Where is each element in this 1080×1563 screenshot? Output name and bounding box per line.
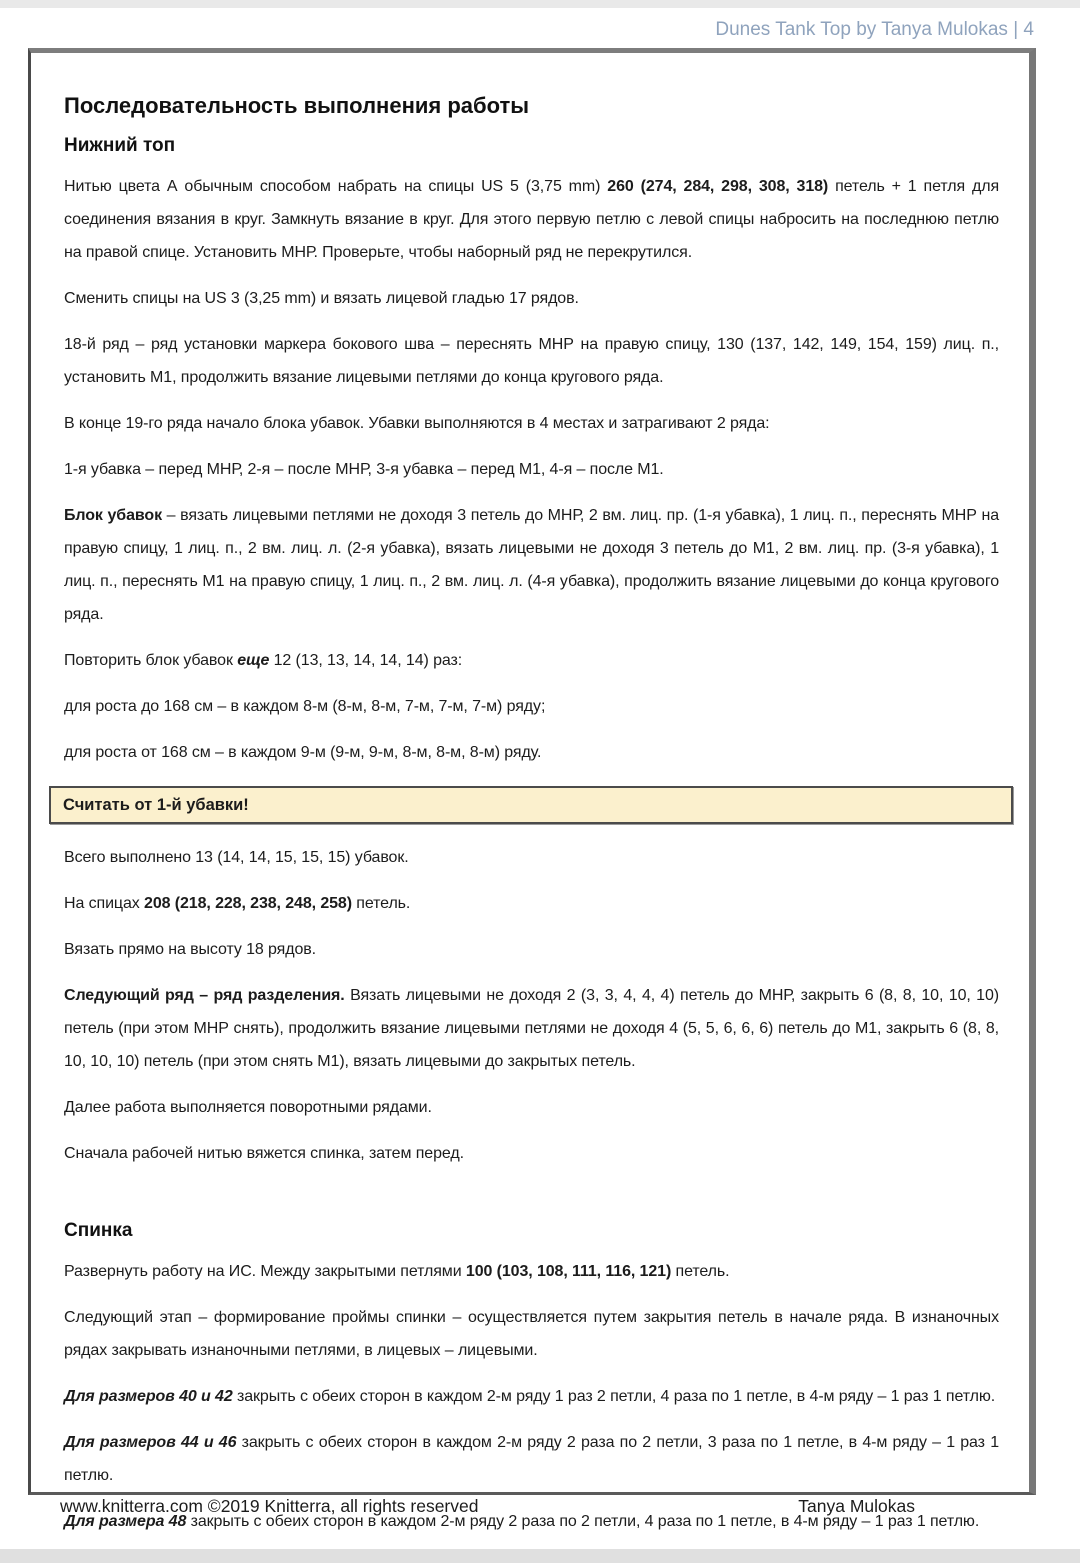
- text-run: еще: [237, 652, 270, 669]
- text-run: петель.: [671, 1263, 730, 1280]
- text-run: для роста от 168 см – в каждом 9-м (9-м, 9-м, 8-м, 8-м, 8-м) ряду.: [64, 744, 542, 761]
- paragraph: [64, 736, 999, 769]
- text-run: Следующий ряд – ряд разделения.: [64, 987, 345, 1004]
- document-title: [64, 93, 999, 119]
- page-footer: [60, 1496, 1020, 1517]
- paragraph: [64, 1255, 999, 1288]
- paragraph: [64, 979, 999, 1078]
- text-run: петель + 1 петля для соединения вязания в круг. Замкнуть вязание в круг. Для этого первую петлю с левой спицы набросить на последнюю петлю на правой спице. Установить МНР. Проверьте, чтобы наборный ряд не перекрутился.: [64, 178, 1000, 261]
- text-run: Считать от 1-й убавки!: [63, 796, 249, 814]
- text-run: Вязать лицевыми не доходя 2 (3, 3, 4, 4, 4) петель до МНР, закрыть 6 (8, 8, 10, 10, 10) петель (при этом МНР снять), продолжить вязание лицевыми петлями не доходя 4 (5, 5, 6, 6, 6) петель до М1, закрыть 6 (8, 8, 10, 10, 10) петель (при этом снять М1), вязать лицевыми до закрытых петель.: [64, 987, 999, 1070]
- paragraph: [64, 1301, 999, 1367]
- text-run: Сначала рабочей нитью вяжется спинка, затем перед.: [64, 1145, 464, 1162]
- text-run: 260 (274, 284, 298, 308, 318): [607, 178, 829, 195]
- text-run: 12 (13, 13, 14, 14, 14) раз:: [269, 652, 463, 669]
- text-run: Для размера 48: [64, 1513, 187, 1530]
- paragraph: [64, 282, 999, 315]
- text-run: Нитью цвета А обычным способом набрать на спицы US 5 (3,75 mm): [64, 178, 608, 195]
- text-run: В конце 19-го ряда начало блока убавок. Убавки выполняются в 4 местах и затрагивают 2 ряда:: [64, 415, 770, 432]
- paragraph: [64, 1426, 999, 1492]
- paragraph: [64, 328, 999, 394]
- footer-copyright: www.knitterra.com ©2019 Knitterra, all rights reserved: [60, 1496, 479, 1516]
- text-run: Нижний топ: [64, 135, 176, 156]
- paragraph: [64, 887, 999, 920]
- text-run: Повторить блок убавок: [64, 652, 238, 669]
- viewer-bottom-strip: [0, 1549, 1080, 1563]
- text-run: для роста до 168 см – в каждом 8-м (8-м, 8-м, 7-м, 7-м, 7-м) ряду;: [64, 698, 546, 715]
- viewer-top-strip: [0, 0, 1080, 8]
- text-run: Вязать прямо на высоту 18 рядов.: [64, 941, 317, 958]
- text-run: 100 (103, 108, 111, 116, 121): [465, 1263, 672, 1280]
- text-run: Далее работа выполняется поворотными рядами.: [64, 1099, 432, 1116]
- text-run: 1-я убавка – перед МНР, 2-я – после МНР, 3-я убавка – перед М1, 4-я – после М1.: [64, 461, 664, 478]
- callout-box: [49, 786, 1013, 824]
- text-run: Для размеров 44 и 46: [64, 1434, 237, 1451]
- text-run: Спинка: [64, 1220, 133, 1241]
- paragraph: [64, 1380, 999, 1413]
- paragraph: [64, 170, 999, 269]
- section-heading: [64, 135, 999, 157]
- text-run: Для размеров 40 и 42: [64, 1388, 233, 1405]
- text-run: Блок убавок: [64, 507, 162, 524]
- paragraph: [64, 841, 999, 874]
- text-run: На спицах: [64, 895, 145, 912]
- section-heading: [64, 1220, 999, 1242]
- text-run: закрыть с обеих сторон в каждом 2-м ряду 1 раз 2 петли, 4 раза по 1 петле, в 4-м ряду – 1 раз 1 петлю.: [232, 1388, 996, 1405]
- paragraph: [64, 1091, 999, 1124]
- paragraph: [64, 933, 999, 966]
- text-run: – вязать лицевыми петлями не доходя 3 петель до МНР, 2 вм. лиц. пр. (1-я убавка), 1 лиц. п., переснять МНР на правую спицу, 1 лиц. п., 2 вм. лиц. л. (2-я убавка), вязать лицевыми не доходя 3 петель до М1, 2 вм. лиц. пр. (3-я убавка), 1 лиц. п., переснять М1 на правую спицу, 1 лиц. п., 2 вм. лиц. л. (4-я убавка), продолжить вязание лицевыми до конца кругового ряда.: [64, 507, 999, 623]
- text-run: Последовательность выполнения работы: [64, 93, 530, 118]
- paragraph: [64, 644, 999, 677]
- text-run: Развернуть работу на ИС. Между закрытыми петлями: [64, 1263, 466, 1280]
- page-header-title: Dunes Tank Top by Tanya Mulokas | 4: [715, 19, 1034, 40]
- paragraph: [64, 1137, 999, 1170]
- document-content: [64, 93, 999, 1538]
- text-run: петель.: [351, 895, 411, 912]
- text-run: 18-й ряд – ряд установки маркера бокового шва – переснять МНР на правую спицу, 130 (137, 142, 149, 154, 159) лиц. п., установить М1, продолжить вязание лицевыми петлями до конца кругового ряда.: [64, 336, 999, 386]
- text-run: Следующий этап – формирование проймы спинки – осуществляется путем закрытия петель в начале ряда. В изнаночных рядах закрывать изнаночными петлями, в лицевых – лицевыми.: [64, 1309, 999, 1359]
- text-run: Сменить спицы на US 3 (3,25 mm) и вязать лицевой гладью 17 рядов.: [64, 290, 579, 307]
- text-run: закрыть с обеих сторон в каждом 2-м ряду 2 раза по 2 петли, 3 раза по 1 петле, в 4-м ряду – 1 раз 1 петлю.: [64, 1434, 999, 1484]
- footer-author: Tanya Mulokas: [798, 1496, 915, 1516]
- text-run: 208 (218, 228, 238, 248, 258): [144, 895, 352, 912]
- paragraph: [64, 690, 999, 723]
- text-run: Всего выполнено 13 (14, 14, 15, 15, 15) убавок.: [64, 849, 409, 866]
- paragraph: [64, 407, 999, 440]
- paragraph: [64, 499, 999, 631]
- text-run: закрыть с обеих сторон в каждом 2-м ряду 2 раза по 2 петли, 4 раза по 1 петле, в 4-м ряду – 1 раз 1 петлю.: [186, 1513, 980, 1530]
- paragraph: [64, 453, 999, 486]
